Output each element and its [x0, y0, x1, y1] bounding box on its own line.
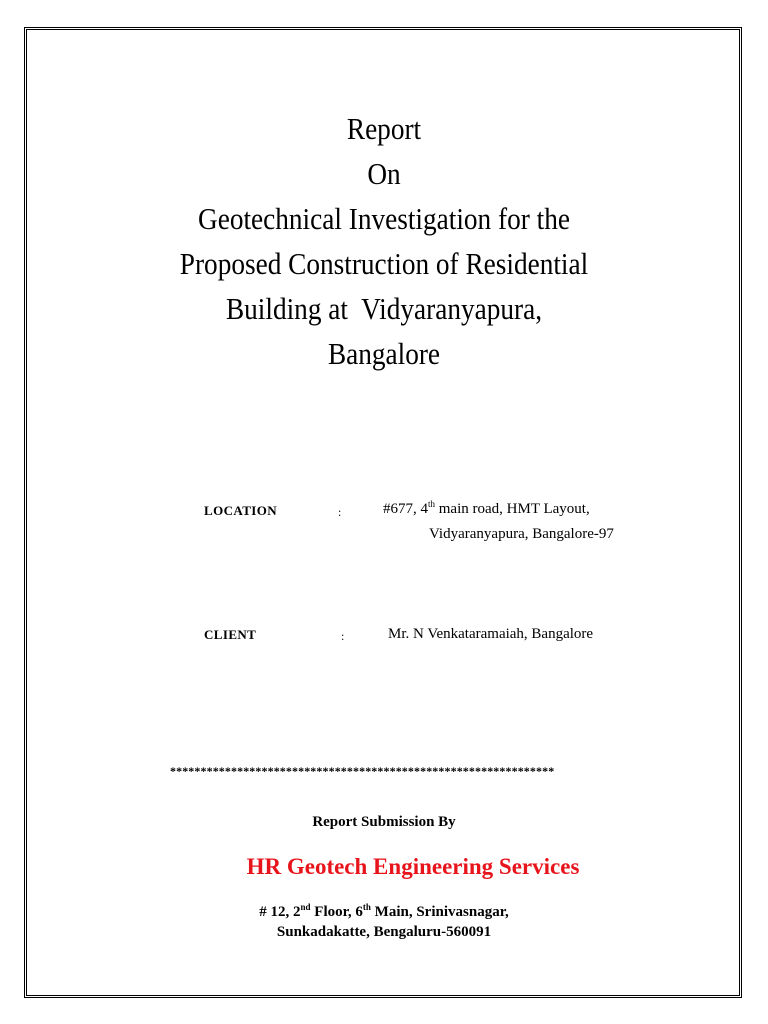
location-label: LOCATION: [204, 503, 278, 518]
address-line1: [0, 902, 768, 922]
client-value: Mr. N Venkataramaiah, Bangalore: [388, 626, 594, 642]
company-address: [0, 902, 768, 942]
title-line-report: Report: [346, 111, 422, 146]
title-line-investigation: Geotechnical Investigation for the: [198, 201, 570, 236]
location-prefix: #677, 4: [383, 501, 428, 517]
submission-heading: Report Submission By: [312, 814, 456, 830]
location-colon: :: [338, 505, 342, 519]
address-line2: Sunkadakatte, Bengaluru-560091: [276, 924, 492, 940]
location-superscript: th: [428, 499, 436, 509]
address-sup-th: th: [362, 902, 371, 912]
address-part-b: Floor, 6: [310, 904, 363, 920]
address-sup-nd: nd: [300, 902, 311, 912]
title-line-city: Bangalore: [327, 336, 441, 371]
title-line-building: Building at Vidyaranyapura,: [225, 291, 543, 326]
address-part-c: Main, Srinivasnagar,: [370, 904, 509, 920]
location-value-line1: [383, 501, 590, 518]
title-line-on: On: [367, 156, 401, 191]
location-value-line2: Vidyaranyapura, Bangalore-97: [429, 526, 614, 542]
location-suffix: main road, HMT Layout,: [435, 501, 590, 517]
title-line-construction: Proposed Construction of Residential: [179, 246, 589, 281]
asterisk-divider: ***************************************************************: [170, 764, 555, 778]
company-name: HR Geotech Engineering Services: [246, 854, 580, 879]
report-title: [46, 106, 722, 376]
client-label: CLIENT: [204, 627, 257, 642]
address-part-a: # 12, 2: [259, 904, 301, 920]
client-colon: :: [341, 629, 345, 643]
